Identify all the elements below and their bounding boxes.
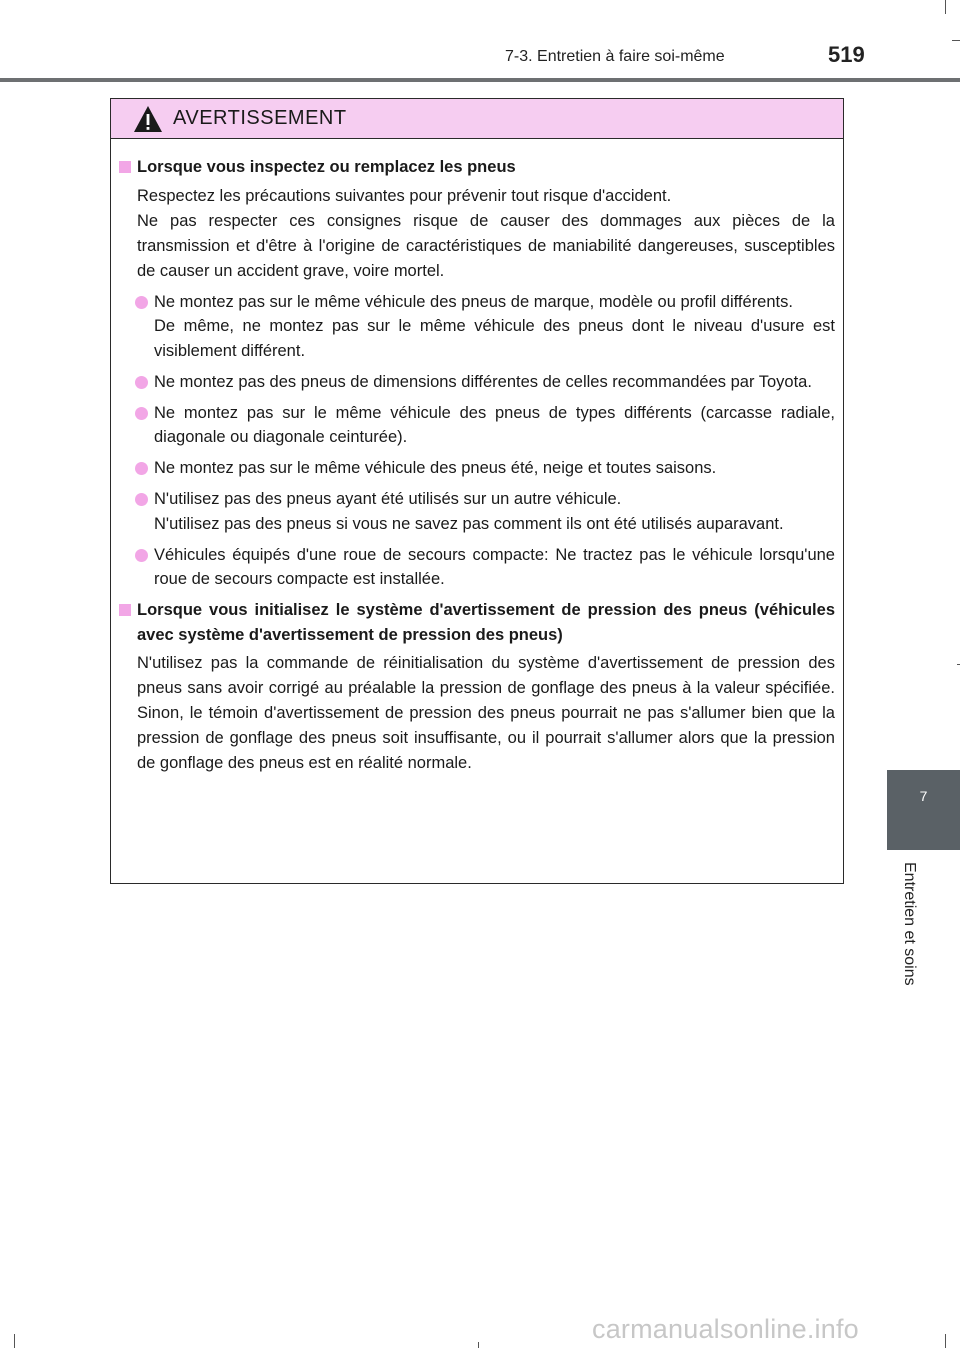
warning-body xyxy=(111,139,843,776)
round-bullet-icon xyxy=(135,376,148,389)
round-bullet-icon xyxy=(135,407,148,420)
round-bullet-icon xyxy=(135,549,148,562)
watermark: carmanualsonline.info xyxy=(592,1314,859,1344)
crop-mark xyxy=(952,40,960,41)
page-number: 519 xyxy=(828,42,865,67)
round-bullet-icon xyxy=(135,296,148,309)
crop-mark xyxy=(945,1334,946,1348)
section-heading: Lorsque vous initialisez le système d'avertissement de pression des pneus (véhicules avec système d'avertissement de pression des pneus) xyxy=(119,598,835,647)
list-item: Ne montez pas sur le même véhicule des pneus de marque, modèle ou profil différents. De même, ne montez pas sur le même véhicule des pneus dont le niveau d'usure est visiblement différent. xyxy=(135,290,835,364)
chapter-number: 7 xyxy=(919,788,928,804)
list-item: Ne montez pas des pneus de dimensions différentes de celles recommandées par Toyota. xyxy=(135,370,835,395)
section-paragraph: Respectez les précautions suivantes pour prévenir tout risque d'accident. Ne pas respecter ces consignes risque de causer des dommages aux pièces de la transmission et d'être à l'origine de caractéristiques de maniabilité dangereuses, susceptibles de causer un accident grave, voire mortel. xyxy=(137,186,835,280)
round-bullet-icon xyxy=(135,493,148,506)
square-bullet-icon xyxy=(119,604,131,616)
crop-mark xyxy=(945,0,946,14)
warning-box xyxy=(110,98,844,884)
chapter-tab xyxy=(887,770,960,850)
section-title: 7-3. Entretien à faire soi-même xyxy=(505,48,725,65)
warning-header xyxy=(111,99,843,139)
list-item: Ne montez pas sur le même véhicule des pneus été, neige et toutes saisons. xyxy=(135,456,835,481)
list-item: N'utilisez pas des pneus ayant été utilisés sur un autre véhicule. N'utilisez pas des pneus si vous ne savez pas comment ils ont été utilisés auparavant. xyxy=(135,487,835,536)
list-item: Ne montez pas sur le même véhicule des pneus de types différents (carcasse radiale, diagonale ou diagonale ceinturée). xyxy=(135,401,835,450)
crop-mark xyxy=(478,1342,479,1348)
bullet-list xyxy=(135,290,835,592)
section-paragraph: N'utilisez pas la commande de réinitialisation du système d'avertissement de pression des pneus sans avoir corrigé au préalable la pression de gonflage des pneus à la valeur spécifiée. Sinon, le témoin d'avertissement de pression des pneus pourrait ne pas s'allumer bien que la pression de gonflage des pneus soit insuffisante, ou il pourrait s'allumer alors que la pression de gonflage des pneus est en réalité normale. xyxy=(137,654,835,772)
list-item: Véhicules équipés d'une roue de secours compacte: Ne tractez pas le véhicule lorsqu'une roue de secours compacte est installée. xyxy=(135,543,835,592)
round-bullet-icon xyxy=(135,462,148,475)
warning-title: AVERTISSEMENT xyxy=(173,107,347,129)
chapter-label: Entretien et soins xyxy=(901,862,918,986)
header-rule xyxy=(0,78,960,82)
square-bullet-icon xyxy=(119,161,131,173)
warning-triangle-icon xyxy=(133,104,163,134)
crop-mark xyxy=(14,1334,15,1348)
section-heading: Lorsque vous inspectez ou remplacez les pneus xyxy=(119,155,835,180)
